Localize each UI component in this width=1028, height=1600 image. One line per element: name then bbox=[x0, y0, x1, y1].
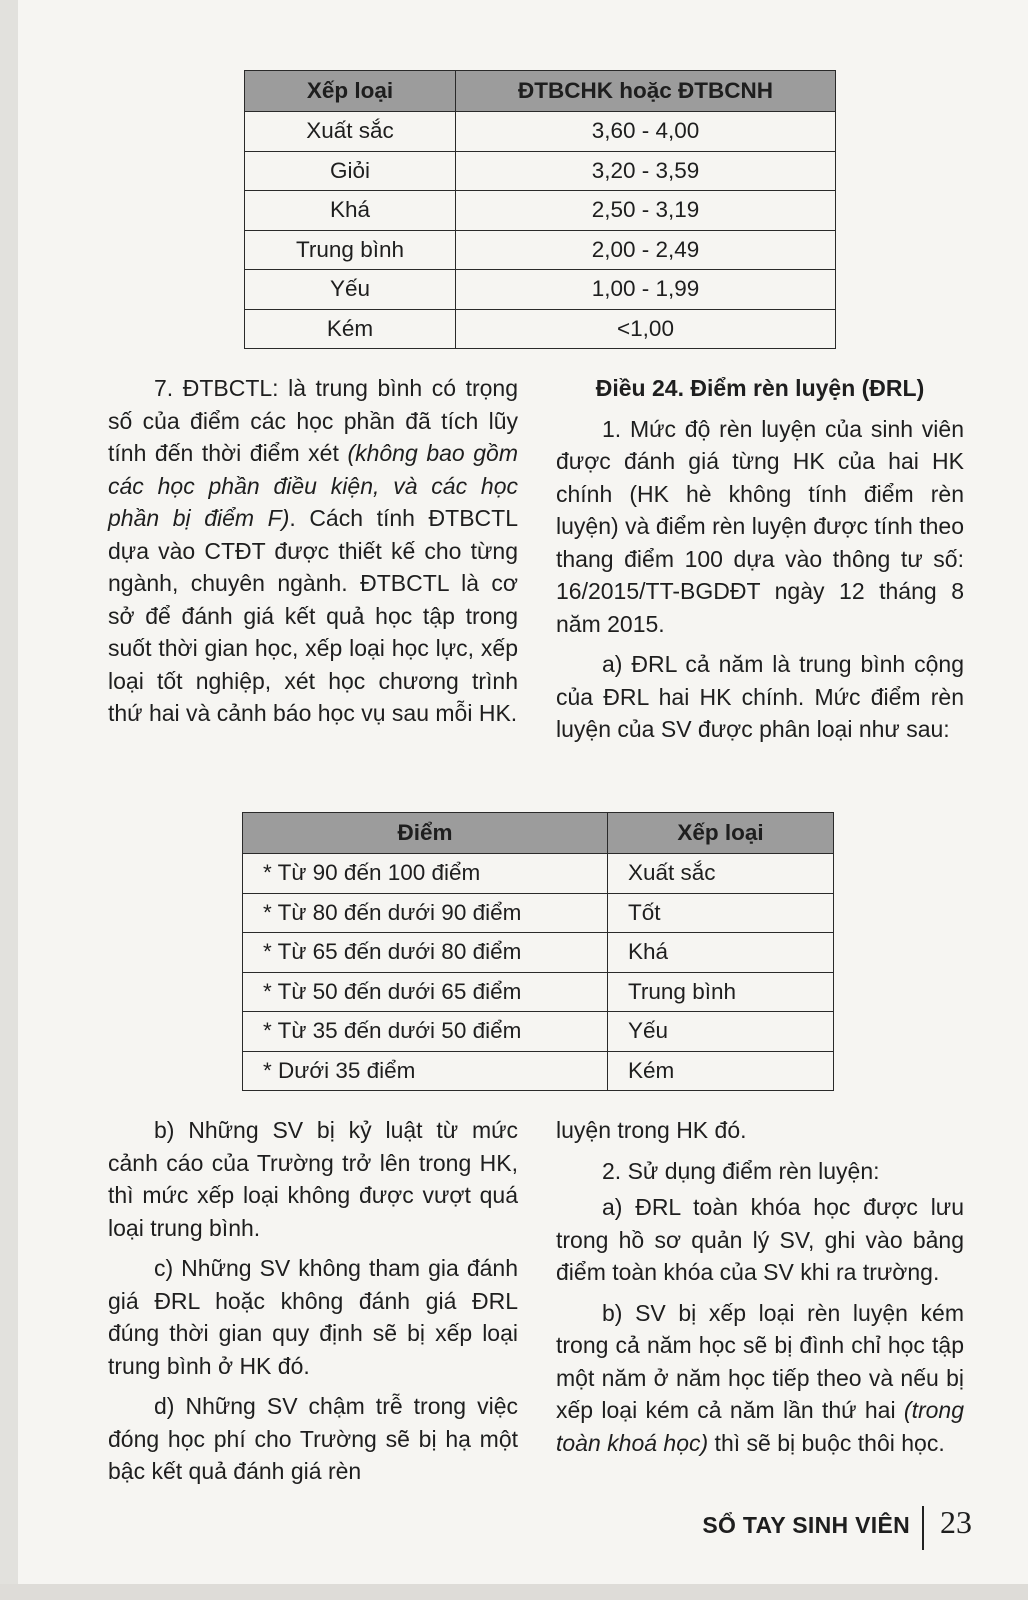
drl-table bbox=[242, 812, 834, 1091]
table-cell: Kém bbox=[608, 1051, 834, 1091]
paragraph-b: b) Những SV bị kỷ luật từ mức cảnh cáo của Trường trở lên trong HK, thì mức xếp loại không được vượt quá loại trung bình. bbox=[108, 1117, 518, 1241]
italic-span: (trong toàn khoá học) bbox=[556, 1397, 964, 1456]
page-number: 23 bbox=[940, 1504, 972, 1540]
table-cell: <1,00 bbox=[456, 309, 836, 349]
table-cell: Xuất sắc bbox=[245, 112, 456, 152]
table-cell: 2,50 - 3,19 bbox=[456, 191, 836, 231]
table-cell: Trung bình bbox=[608, 972, 834, 1012]
table-cell: Tốt bbox=[608, 893, 834, 933]
table-header-row bbox=[243, 813, 834, 854]
right-column-upper bbox=[556, 372, 964, 746]
paragraph-a: a) ĐRL cả năm là trung bình cộng của ĐRL hai HK chính. Mức điểm rèn luyện của SV được phân loại như sau: bbox=[556, 651, 964, 742]
right-column-lower bbox=[556, 1114, 964, 1459]
table-row bbox=[243, 933, 834, 973]
table-cell: Kém bbox=[245, 309, 456, 349]
paragraph-1: 1. Mức độ rèn luyện của sinh viên được đánh giá từng HK của hai HK chính (HK hè không tính điểm rèn luyện) và điểm rèn luyện được tính theo thang điểm 100 dựa vào thông tư số: 16/2015/TT-BGDĐT ngày 12 tháng 8 năm 2015. bbox=[556, 415, 964, 637]
page-bottom-edge bbox=[0, 1584, 1028, 1600]
left-column-upper bbox=[108, 372, 518, 730]
grade-table bbox=[244, 70, 836, 349]
table-cell: * Từ 50 đến dưới 65 điểm bbox=[243, 972, 608, 1012]
table-cell: 3,20 - 3,59 bbox=[456, 151, 836, 191]
paragraph-continued: luyện trong HK đó. bbox=[556, 1117, 747, 1143]
paragraph-2b bbox=[556, 1297, 964, 1460]
table-row bbox=[245, 151, 836, 191]
paragraph-dtbctl bbox=[108, 372, 518, 730]
table-cell: Yếu bbox=[245, 270, 456, 310]
table-cell: * Dưới 35 điểm bbox=[243, 1051, 608, 1091]
table-header: Xếp loại bbox=[245, 71, 456, 112]
table-header: ĐTBCHK hoặc ĐTBCNH bbox=[456, 71, 836, 112]
table-cell: Khá bbox=[608, 933, 834, 973]
table-cell: Khá bbox=[245, 191, 456, 231]
text-span: . Cách tính ĐTBCTL dựa vào CTĐT được thiết kế cho từng ngành, chuyên ngành. ĐTBCTL là cơ sở để đánh giá kết quả học tập trong suốt thời gian học, xếp loại học lực, xếp loại tốt nghiệp, xét học chương trình thứ hai và cảnh báo học vụ sau mỗi HK. bbox=[108, 505, 518, 726]
left-column-lower bbox=[108, 1114, 518, 1488]
paragraph-d: d) Những SV chậm trễ trong việc đóng học phí cho Trường sẽ bị hạ một bậc kết quả đánh giá rèn bbox=[108, 1393, 518, 1484]
footer-label: SỔ TAY SINH VIÊN bbox=[702, 1512, 910, 1538]
table-header: Xếp loại bbox=[608, 813, 834, 854]
table-cell: * Từ 35 đến dưới 50 điểm bbox=[243, 1012, 608, 1052]
table-cell: Xuất sắc bbox=[608, 854, 834, 894]
article-heading: Điều 24. Điểm rèn luyện (ĐRL) bbox=[595, 375, 925, 401]
table-cell: Yếu bbox=[608, 1012, 834, 1052]
text-span: 7. ĐTBCTL: là trung bình có trọng số của điểm các học phần đã tích lũy tính đến thời điểm xét bbox=[108, 375, 518, 466]
table-cell: 3,60 - 4,00 bbox=[456, 112, 836, 152]
page-footer bbox=[700, 1506, 980, 1550]
table-header-row bbox=[245, 71, 836, 112]
paragraph-2a: a) ĐRL toàn khóa học được lưu trong hồ sơ quản lý SV, ghi vào bảng điểm toàn khóa của SV khi ra trường. bbox=[556, 1194, 964, 1285]
table-row bbox=[243, 893, 834, 933]
table-row bbox=[243, 1051, 834, 1091]
table-cell: 2,00 - 2,49 bbox=[456, 230, 836, 270]
paragraph-2: 2. Sử dụng điểm rèn luyện: bbox=[602, 1157, 880, 1184]
table-cell: * Từ 80 đến dưới 90 điểm bbox=[243, 893, 608, 933]
table-cell: 1,00 - 1,99 bbox=[456, 270, 836, 310]
page-edge bbox=[0, 0, 18, 1600]
paragraph-c: c) Những SV không tham gia đánh giá ĐRL hoặc không đánh giá ĐRL đúng thời gian quy định sẽ bị xếp loại trung bình ở HK đó. bbox=[108, 1255, 518, 1379]
table-row bbox=[243, 854, 834, 894]
table-header: Điểm bbox=[243, 813, 608, 854]
italic-span: (không bao gồm các học phần điều kiện, và các học phần bị điểm F) bbox=[108, 440, 518, 531]
text-span: thì sẽ bị buộc thôi học. bbox=[708, 1429, 945, 1456]
table-cell: * Từ 90 đến 100 điểm bbox=[243, 854, 608, 894]
table-row bbox=[245, 191, 836, 231]
table-cell: Giỏi bbox=[245, 151, 456, 191]
table-row bbox=[245, 112, 836, 152]
table-row bbox=[243, 1012, 834, 1052]
table-cell: Trung bình bbox=[245, 230, 456, 270]
table-row bbox=[245, 230, 836, 270]
text-span: b) SV bị xếp loại rèn luyện kém trong cả năm học sẽ bị đình chỉ học tập một năm ở năm học tiếp theo và nếu bị xếp loại kém cả năm lần thứ hai bbox=[556, 1299, 964, 1423]
footer-divider bbox=[922, 1506, 924, 1550]
table-row bbox=[243, 972, 834, 1012]
table-cell: * Từ 65 đến dưới 80 điểm bbox=[243, 933, 608, 973]
table-row bbox=[245, 309, 836, 349]
table-row bbox=[245, 270, 836, 310]
